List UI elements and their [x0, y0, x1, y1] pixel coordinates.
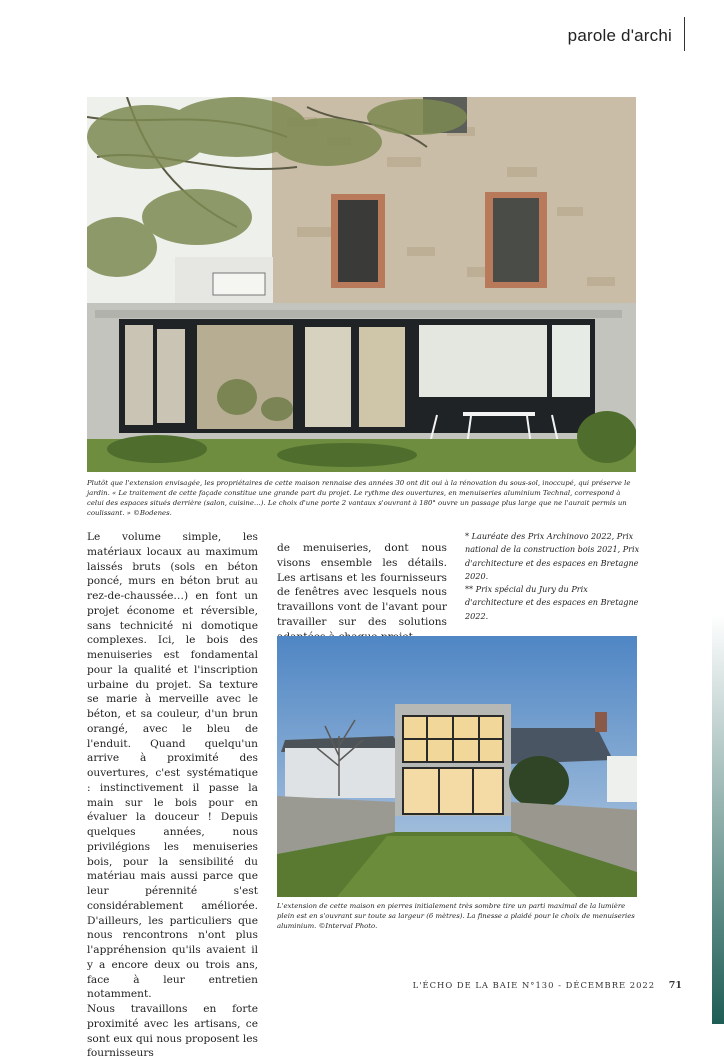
article-column-middle	[277, 541, 447, 644]
bottom-photo	[277, 636, 637, 897]
main-photo	[87, 97, 636, 472]
page-edge-strip	[712, 0, 724, 1024]
main-photo-caption: Plutôt que l'extension envisagée, les propriétaires de cette maison rennaise des années 30 ont dit oui à la rénovation du sous-sol, inoccupé, qui préserve le jardin. « Le traitement de cette façade constitue une grande part du projet. Le rythme des ouvertures, en menuiseries aluminium Technal, correspond à celui des espaces situés derrière (salon, cuisine…). Le choix d'une porte 2 vantaux s'ouvrant à 180° ouvre un passage plus large que ne l'aurait permis un coulissant. » ©Bodenes.	[87, 479, 631, 517]
issue-date: - DÉCEMBRE 2022	[558, 980, 656, 990]
award-note: ** Prix spécial du Jury du Prix d'architecture et des espaces en Bretagne 2022.	[465, 584, 639, 621]
page-footer	[413, 980, 682, 991]
title-divider	[684, 17, 685, 51]
article-paragraph: de menuiseries, dont nous visons ensemble les détails. Les artisans et les fournisseurs de fenêtres avec lesquels nous travaillons vont de l'avant pour travailler sur des solutions	[277, 542, 447, 628]
page-number: 71	[668, 980, 682, 991]
article-column-left	[87, 530, 258, 1061]
article-paragraph: Le volume simple, les matériaux locaux au maximum laissés bruts (sols en béton poncé, murs en béton brut au rez-de-chaussée…) en font un projet économe et réversible, sans technicité ni domotique complexes. Ici, le bois des menuiseries est fondamental pour la qualité et l'inscription urbaine du projet. Sa texture se marie à merveille avec le béton, et sa couleur, d'un brun orangé, avec le bleu de l'enduit. Quand quelqu'un arrive à proximité des ouvertures, c'est systématique : instinctivement il passe la main sur le bois pour en évaluer la douceur ! Depuis quelques années, nous privilégions les menuiseries bois, pour la sensibilité du matériau mais aussi parce que leur pérennité s'est considérablement améliorée. D'ailleurs, les particuliers que nous rencontrons n'ont plus l'appréhension qu'ils avaient il y a encore deux ou trois ans, face à leur entretien notamment.	[87, 531, 258, 1001]
issue-number: N°130	[521, 980, 555, 990]
award-note: * Lauréate des Prix Archinovo 2022, Prix national de la construction bois 2021, Prix d'architecture et des espaces en Bretagne 2020.	[465, 531, 640, 581]
article-paragraph: Nous travaillons en forte proximité avec les artisans, ce sont eux qui nous proposent les fournisseurs	[87, 1003, 258, 1060]
award-notes	[465, 530, 640, 623]
section-title: parole d'archi	[567, 26, 672, 45]
bottom-photo-caption: L'extension de cette maison en pierres initialement très sombre tire un parti maximal de la lumière plein est en s'ouvrant sur toute sa largeur (6 mètres). La finesse a plaidé pour le choix de menuiseries aluminium. ©Interval Photo.	[277, 902, 635, 930]
magazine-name: L'ÉCHO DE LA BAIE	[412, 980, 519, 990]
